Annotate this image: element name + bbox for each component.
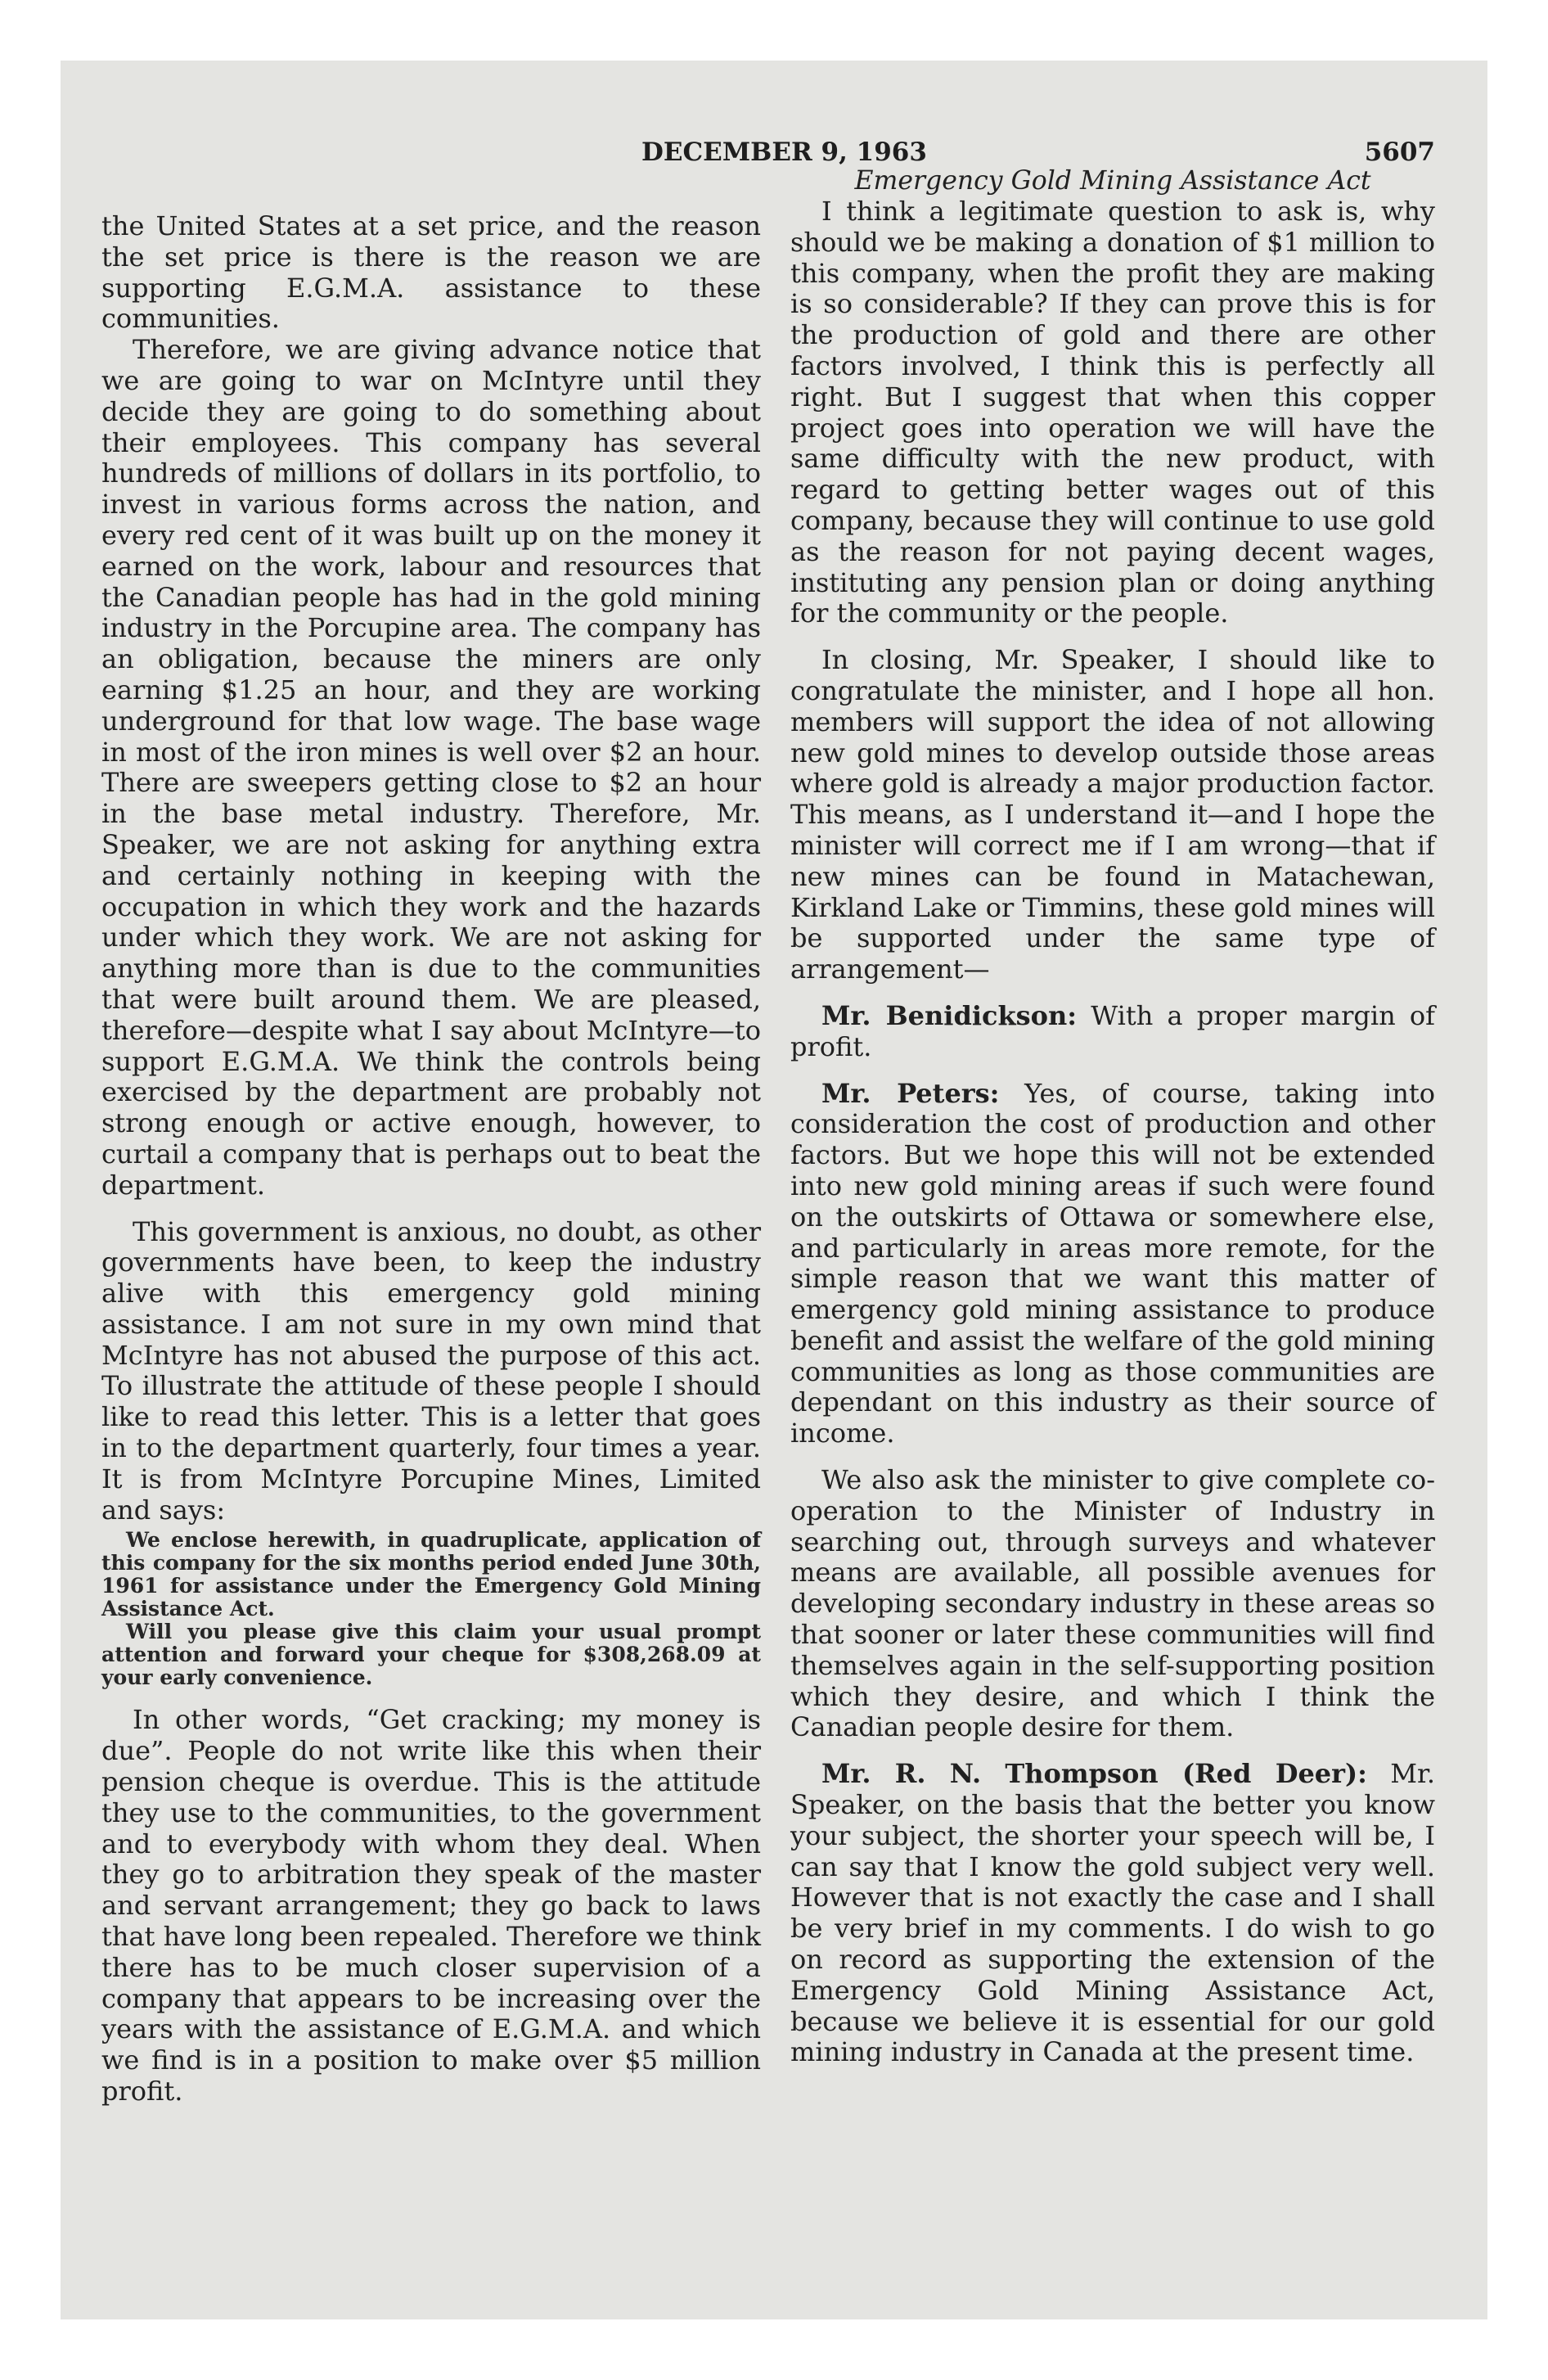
left-column [101, 211, 761, 2107]
quoted-letter-paragraph-1: We enclose herewith, in quadruplicate, application of this company for the six months period ended June 30th, 1961 for assistance under the Emergency Gold Mining Assistance Act. [101, 1528, 761, 1621]
speech-peters [790, 1079, 1435, 1450]
left-paragraph-2: Therefore, we are giving advance notice that we are going to war on McIntyre until they decide they are going to do something about their employees. This company has several hundreds of millions of dollars in its portfolio, to invest in various forms across the nation, and every red cent of it was built up on the money it earned on the work, labour and resources that the Canadian people has had in the gold mining industry in the Porcupine area. The company has an obligation, because the miners are only earning $1.25 an hour, and they are working underground for that low wage. The base wage in most of the iron mines is well over $2 an hour. There are sweepers getting close to $2 an hour in the base metal industry. Therefore, Mr. Speaker, we are not asking for anything extra and certainly nothing in keeping with the occupation in which they work and the hazards under which they work. We are not asking for anything more than is due to the communities that were built around them. We are pleased, therefore—despite what I say about McIntyre—to support E.G.M.A. We think the controls being exercised by the department are probably not strong enough or active enough, however, to curtail a company that is perhaps out to beat the department. [101, 334, 761, 1201]
speech-thompson [790, 1759, 1435, 2068]
quoted-letter [101, 1529, 761, 1689]
speech-benidickson [790, 1001, 1435, 1063]
speaker-name: Mr. Benidickson: [821, 999, 1078, 1031]
left-paragraph-3: This government is anxious, no doubt, as other governments have been, to keep the industry alive with this emergency gold mining assistance. I am not sure in my own mind that McIntyre has not abused the purpose of this act. To illustrate the attitude of these people I should like to read this letter. This is a letter that goes in to the department quarterly, four times a year. It is from McIntyre Porcupine Mines, Limited and says: [101, 1215, 761, 1526]
speaker-name: Mr. Peters: [821, 1077, 1000, 1109]
speaker-name: Mr. R. N. Thompson (Red Deer): [821, 1758, 1367, 1790]
right-paragraph-3: We also ask the minister to give complete co-operation to the Minister of Industry in searching out, through surveys and whatever means are available, all possible avenues for developing secondary industry in these areas so that sooner or later these communities will find themselves again in the self-supporting position which they desire, and which I think the Canadian people desire for them. [790, 1464, 1435, 1743]
page-number: 5607 [1364, 137, 1435, 167]
left-paragraph-1: the United States at a set price, and the reason the set price is there is the reason we are supporting E.G.M.A. assistance to these communities. [101, 210, 761, 335]
right-paragraph-1: I think a legitimate question to ask is, why should we be making a donation of $1 million to this company, when the profit they are making is so considerable? If they can prove this is for the production of gold and there are other factors involved, I think this is perfectly all right. But I suggest that when this copper project goes into operation we will have the same difficulty with the new product, with regard to getting better wages out of this company, because they will continue to use gold as the reason for not paying decent wages, instituting any pension plan or doing anything for the community or the people. [790, 196, 1435, 629]
quoted-letter-paragraph-2: Will you please give this claim your usual prompt attention and forward your cheque for $308,268.09 at your early convenience. [101, 1620, 761, 1690]
right-column [790, 165, 1435, 2068]
left-paragraph-4: In other words, “Get cracking; my money is due”. People do not write like this when their pension cheque is overdue. This is the attitude they use to the communities, to the government and to everybody with whom they deal. When they go to arbitration they speak of the master and servant arrangement; they go back to laws that have long been repealed. Therefore we think there has to be much closer supervision of a company that appears to be increasing over the years with the assistance of E.G.M.A. and which we find is in a position to make over $5 million profit. [101, 1704, 761, 2107]
running-title: Emergency Gold Mining Assistance Act [854, 166, 1371, 196]
speech-text: Mr. Speaker, on the basis that the better you know your subject, the shorter your speech will be, I can say that I know the gold subject very well. However that is not exactly the case and I shall be very brief in my comments. I do wish to go on record as supporting the extension of the Emergency Gold Mining Assistance Act, because we believe it is essential for our gold mining industry in Canada at the present time. [790, 1758, 1436, 2068]
header-date: DECEMBER 9, 1963 [641, 137, 927, 167]
speech-text: Yes, of course, taking into consideration the cost of production and other factors. But we hope this will not be extended into new gold mining areas if such were found on the outskirts of Ottawa or somewhere else, and particularly in areas more remote, for the simple reason that we want this matter of emergency gold mining assistance to produce benefit and assist the welfare of the gold mining communities as long as those communities are dependant on this industry as their source of income. [790, 1077, 1436, 1449]
right-paragraph-2: In closing, Mr. Speaker, I should like to congratulate the minister, and I hope all hon. members will support the idea of not allowing new gold mines to develop outside those areas where gold is already a major production factor. This means, as I understand it—and I hope the minister will correct me if I am wrong—that if new mines can be found in Matachewan, Kirkland Lake or Timmins, these gold mines will be supported under the same type of arrangement— [790, 644, 1435, 985]
speech-text: With a proper margin of profit. [790, 999, 1436, 1062]
